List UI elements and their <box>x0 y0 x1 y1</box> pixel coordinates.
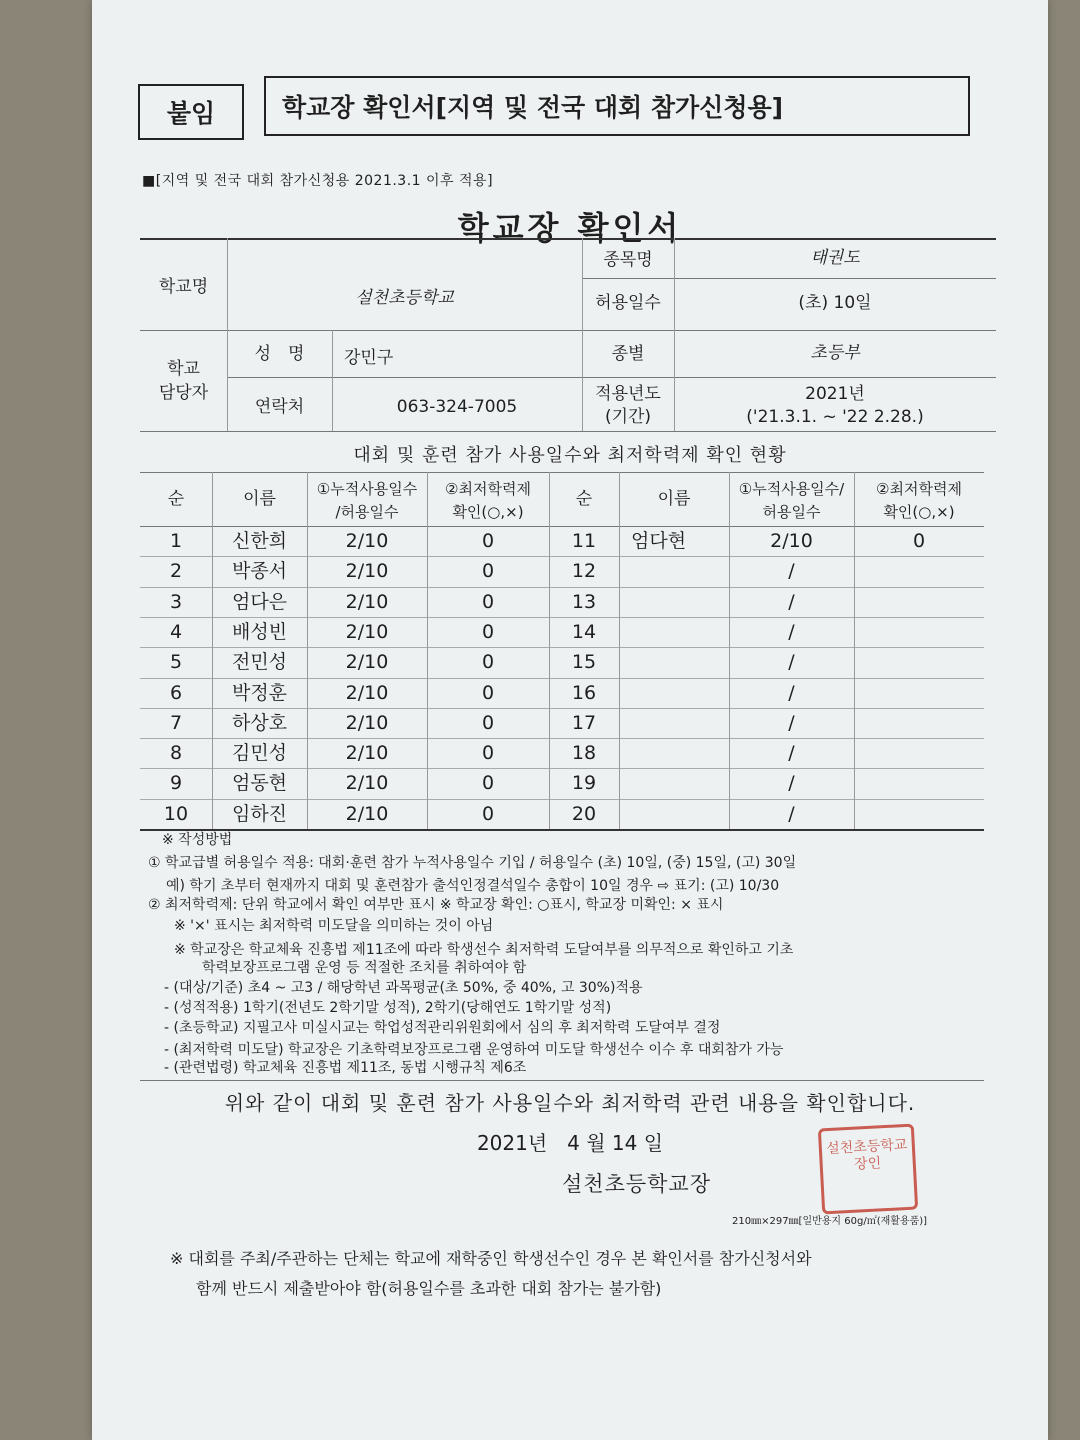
cell-check: 0 <box>481 651 495 674</box>
cell-name: 신한희 <box>231 530 288 552</box>
row-rule <box>549 556 984 557</box>
allowed-label: 허용일수 <box>595 293 661 313</box>
rule-top <box>140 238 996 240</box>
header-check-right-1: ②최저학력제 <box>876 480 962 498</box>
school-label: 학교명 <box>158 277 209 297</box>
header-check-left-1: ②최저학력제 <box>445 480 531 498</box>
cell-check: 0 <box>912 530 926 552</box>
cell-name: 박종서 <box>231 560 288 583</box>
cell-check: 0 <box>481 590 495 613</box>
note-line: ※ '×' 표시는 최저학력 미도달을 의미하는 것이 아님 <box>174 918 494 934</box>
header-no-right: 순 <box>575 489 593 509</box>
note-line: - (대상/기준) 초4 ~ 고3 / 해당학년 과목평균(초 50%, 중 40%, 고 30%)적용 <box>164 980 643 996</box>
row-rule <box>140 678 549 679</box>
row-rule <box>549 738 984 739</box>
row-rule <box>140 587 549 588</box>
rule-v <box>307 472 308 829</box>
header-check-right-2: 확인(○,×) <box>883 503 955 521</box>
cell-name: 배성빈 <box>231 620 288 643</box>
cell-no: 5 <box>169 651 183 674</box>
note-line: ※ 작성방법 <box>162 832 233 848</box>
cell-name: 김민성 <box>231 742 288 765</box>
cell-days: 2/10 <box>345 530 389 552</box>
cell-no: 1 <box>169 530 183 552</box>
cell-check: 0 <box>481 711 495 734</box>
row-rule <box>140 799 549 800</box>
row-rule <box>140 708 549 709</box>
contact-value: 063-324-7005 <box>396 397 518 417</box>
doc-title: 학교장 확인서 <box>457 209 683 247</box>
cell-check: 0 <box>481 681 495 704</box>
footer-note-1: ※ 대회를 주최/주관하는 단체는 학교에 재학중인 학생선수인 경우 본 확인서를 참가신청서와 <box>170 1249 812 1268</box>
cell-check: 0 <box>481 772 495 795</box>
cell-days: / <box>788 802 795 825</box>
cell-days: / <box>788 711 795 734</box>
cell-days: 2/10 <box>345 681 389 704</box>
cell-no: 17 <box>571 711 597 734</box>
cell-days: 2/10 <box>345 620 389 643</box>
note-line: 학력보장프로그램 운영 등 적절한 조치를 취하여야 함 <box>202 960 527 976</box>
row-rule <box>549 617 984 618</box>
header-name-left: 이름 <box>243 489 276 509</box>
contact-label: 연락처 <box>254 397 305 417</box>
cell-days: / <box>788 651 795 674</box>
note-line: - (최저학력 미도달) 학교장은 기초학력보장프로그램 운영하여 미도달 학생선수 이수 후 대회참가 가능 <box>164 1042 784 1058</box>
rule-v <box>729 472 730 829</box>
rule-v <box>212 472 213 829</box>
staff-label-1: 학교 <box>167 359 200 379</box>
note-line: 예) 학기 초부터 현재까지 대회 및 훈련참가 출석인정결석일수 총합이 10일 경우 ⇨ 표기: (고) 10/30 <box>166 878 780 894</box>
note-line: - (성적적용) 1학기(전년도 2학기말 성적), 2학기(당해연도 1학기말 성적) <box>164 1000 612 1016</box>
cell-days: 2/10 <box>345 651 389 674</box>
cell-days: 2/10 <box>345 772 389 795</box>
header-name-right: 이름 <box>657 489 691 509</box>
cell-days: / <box>788 590 795 613</box>
division-value: 초등부 <box>810 343 860 363</box>
header-days-right-1: ①누적사용일수/ <box>738 480 845 498</box>
cell-days: / <box>788 742 795 765</box>
header-days-left-1: ①누적사용일수 <box>316 480 418 498</box>
rule-bottom <box>140 829 984 831</box>
row-rule <box>140 738 549 739</box>
cell-no: 12 <box>571 560 597 583</box>
year-label-1: 적용년도 <box>595 384 661 404</box>
cell-no: 20 <box>571 802 597 825</box>
cell-days: / <box>788 560 795 583</box>
row-rule <box>140 647 549 648</box>
document-heading: 학교장 확인서[지역 및 전국 대회 참가신청용] <box>264 76 970 136</box>
row-rule <box>549 647 984 648</box>
cell-days: 2/10 <box>345 742 389 765</box>
row-rule <box>140 768 549 769</box>
cell-days: 2/10 <box>345 590 389 613</box>
row-rule <box>549 587 984 588</box>
cell-no: 4 <box>169 620 183 643</box>
rule <box>140 330 996 331</box>
cell-name: 엄다현 <box>631 530 687 552</box>
rule <box>582 278 996 279</box>
note-line: ※ 학교장은 학교체육 진흥법 제11조에 따라 학생선수 최저학력 도달여부를 의무적으로 확인하고 기초 <box>174 942 794 958</box>
attachment-label: 붙임 <box>138 84 244 140</box>
name-value: 강민구 <box>344 348 394 368</box>
cell-name: 엄동현 <box>231 772 288 795</box>
cell-no: 7 <box>169 711 183 734</box>
cell-check: 0 <box>481 530 495 552</box>
rule <box>140 1080 984 1081</box>
rule <box>140 472 984 473</box>
year-value-1: 2021년 <box>805 384 865 404</box>
rule <box>227 377 996 378</box>
cell-no: 3 <box>169 590 183 613</box>
allowed-value: (초) 10일 <box>798 293 872 313</box>
school-value: 설천초등학교 <box>355 288 454 308</box>
rule-v <box>854 472 855 829</box>
rule-v <box>619 472 620 829</box>
cell-days: / <box>788 681 795 704</box>
cell-no: 18 <box>571 742 597 765</box>
rule <box>140 431 996 432</box>
cell-check: 0 <box>481 560 495 583</box>
note-line: - (초등학교) 지필고사 미실시교는 학업성적관리위원회에서 심의 후 최저학력 도달여부 결정 <box>164 1020 721 1036</box>
cell-no: 8 <box>169 742 183 765</box>
row-rule <box>549 678 984 679</box>
principal-title: 설천초등학교장 <box>562 1172 712 1196</box>
sport-label: 종목명 <box>603 250 653 270</box>
sport-value: 태권도 <box>810 248 860 268</box>
confirm-statement: 위와 같이 대회 및 훈련 참가 사용일수와 최저학력 관련 내용을 확인합니다. <box>224 1091 916 1115</box>
header-days-right-2: 허용일수 <box>762 503 821 521</box>
cell-no: 19 <box>571 772 597 795</box>
rule-v <box>427 472 428 829</box>
cell-no: 11 <box>571 530 597 552</box>
note-line: ① 학교급별 허용일수 적용: 대회·훈련 참가 누적사용일수 기입 / 허용일수 (초) 10일, (중) 15일, (고) 30일 <box>148 855 797 871</box>
row-rule <box>140 556 549 557</box>
cell-no: 13 <box>571 590 597 613</box>
row-rule <box>549 708 984 709</box>
row-rule <box>140 617 549 618</box>
row-rule <box>549 768 984 769</box>
cell-days: 2/10 <box>345 560 389 583</box>
cell-name: 임하진 <box>231 802 288 825</box>
form-subtitle: ■[지역 및 전국 대회 참가신청용 2021.3.1 이후 적용] <box>142 173 494 189</box>
cell-name: 박정훈 <box>231 681 288 704</box>
header-days-left-2: /허용일수 <box>335 503 399 521</box>
staff-label-2: 담당자 <box>158 383 209 403</box>
division-label: 종별 <box>611 344 645 364</box>
cell-check: 0 <box>481 802 495 825</box>
cell-no: 16 <box>571 681 597 704</box>
footer-note-2: 함께 반드시 제출받아야 함(허용일수를 초과한 대회 참가는 불가함) <box>196 1279 662 1298</box>
cell-no: 15 <box>571 651 597 674</box>
cell-days: 2/10 <box>345 802 389 825</box>
header-no-left: 순 <box>167 489 185 509</box>
year-value-2: ('21.3.1. ~ '22 2.28.) <box>746 407 924 427</box>
cell-name: 엄다은 <box>231 590 288 613</box>
school-seal-stamp: 설천초등학교장인 <box>818 1124 918 1215</box>
cell-no: 10 <box>163 802 189 825</box>
cell-no: 2 <box>169 560 183 583</box>
usage-table-title: 대회 및 훈련 참가 사용일수와 최저학력제 확인 현황 <box>353 445 787 466</box>
cell-days: 2/10 <box>770 530 813 552</box>
cell-no: 14 <box>571 620 597 643</box>
cell-check: 0 <box>481 742 495 765</box>
cell-name: 전민성 <box>231 651 288 674</box>
cell-days: / <box>788 620 795 643</box>
name-label: 성 명 <box>254 344 305 364</box>
rule-v <box>549 472 550 829</box>
cell-check: 0 <box>481 620 495 643</box>
issue-date: 2021년 4 월 14 일 <box>476 1131 664 1155</box>
note-line: - (관련법령) 학교체육 진흥법 제11조, 동법 시행규칙 제6조 <box>164 1060 527 1076</box>
year-label-2: (기간) <box>604 407 652 427</box>
row-rule <box>549 799 984 800</box>
note-line: ② 최저학력제: 단위 학교에서 확인 여부만 표시 ※ 학교장 확인: ○표시, 학교장 미확인: × 표시 <box>148 897 724 913</box>
cell-no: 9 <box>169 772 183 795</box>
cell-days: 2/10 <box>345 711 389 734</box>
cell-name: 하상호 <box>231 711 288 734</box>
header-check-left-2: 확인(○,×) <box>452 503 524 521</box>
cell-days: / <box>788 772 795 795</box>
cell-no: 6 <box>169 681 183 704</box>
document-page <box>92 0 1048 1440</box>
paper-size-note: 210㎜×297㎜[일반용지 60g/㎡(재활용품)] <box>732 1216 928 1227</box>
